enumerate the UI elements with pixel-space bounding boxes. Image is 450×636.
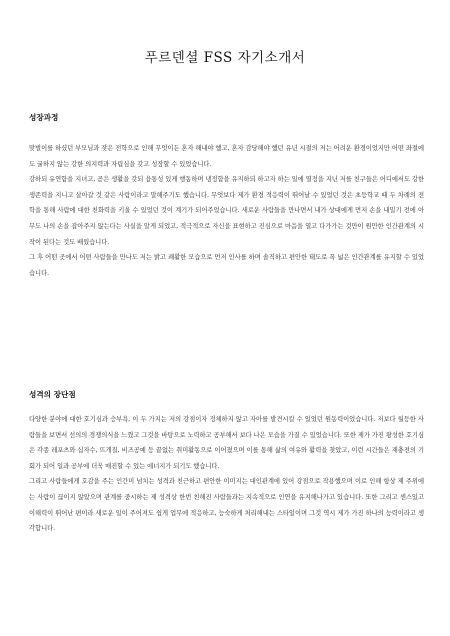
section-heading-personality: 성격의 장단점 (29, 390, 76, 399)
section-body-personality (29, 412, 424, 537)
paragraph: 다양한 분야에 대한 호기심과 승부욕, 이 두 가지는 저의 강점이자 정체하지 않고 자아를 발견시킬 수 있었던 원동력이었습니다. 저보다 월등한 사람들을 보면서 선의의 경쟁의식을 느꼈고 그것을 바탕으로 노력하고 공부해서 보다 나은 모습을 가질 수 있었습니다. 또한 제가 가진 왕성한 호기심은 각종 레포츠와 십자수, 뜨개질, 비즈공예 등 끝없는 취미활동으로 이어졌으며 이를 통해 삶의 여유와 활력을 찾았고, 이런 시간들은 재충전의 기회가 되어 일과 공부에 더욱 매진할 수 있는 에너지가 되기도 했습니다. (29, 416, 424, 470)
paragraph: 그 후 어떤 곳에서 어떤 사람들을 만나도 저는 밝고 쾌활한 모습으로 먼저 인사를 하며 솔직하고 편안한 태도로 폭 넓은 인간관계를 유지할 수 있었습니다. (29, 254, 424, 277)
section-body-growth (29, 141, 424, 281)
paragraph: 그리고 사람들에게 호감을 주는 인간미 넘치는 성격과 친근하고 편안한 이미지는 대인관계에 있어 강점으로 작용했으며 이로 인해 항상 제 주위에는 사람이 끊이지 않았으며 관계를 중시하는 제 성격상 한번 친해진 사람들과는 지속적으로 인연을 유지해나가고 있습니다. 또한 그리고 센스있고 이해력이 뛰어난 편이라 새로운 일이 주어져도 쉽게 업무에 적응하고, 능숙하게 처리해내는 스타일이며 그것 역시 제가 가진 하나의 능력이라고 생각합니다. (29, 478, 424, 533)
paragraph: 강하되 유연함을 지녀고, 곧은 생활을 갖되 융통성 있게 행동하며 냉정함을 유지하되 하고자 하는 일에 열정을 지닌 저를 친구들은 어디에서도 강한 생존력을 지니고 살아갈 것 같은 사람이라고 말해주기도 했습니다. 무엇보다 제가 환경 적응력이 뛰어날 수 있었던 것은 초등학교 때 두 차례의 전학을 통해 사람에 대한 친화력을 키울 수 있었던 것이 계기가 되어주었습니다. 새로운 사람들을 만나면서 내가 상대에게 먼저 손을 내밀기 전에 아무도 나의 손을 잡아주지 않는다는 사실을 알게 되었고, 적극적으로 자신을 표현하고 진심으로 마음을 열고 다가가는 것만이 원만한 인간관계의 시작이 된다는 것도 배웠습니다. (29, 176, 424, 246)
section-heading-growth: 성장과정 (29, 113, 59, 122)
document-title: 푸르덴셜 FSS 자기소개서 (144, 50, 306, 66)
paragraph: 맞벌이를 하셨던 부모님과 잦은 전학으로 인해 무엇이든 혼자 해내야 했고, 혼자 감당해야 했던 유년 시절의 저는 어려운 환경이었지만 어떤 좌절에도 굴하지 않는 강한 의지력과 자립심을 갖고 성장할 수 있었습니다. (29, 145, 424, 168)
